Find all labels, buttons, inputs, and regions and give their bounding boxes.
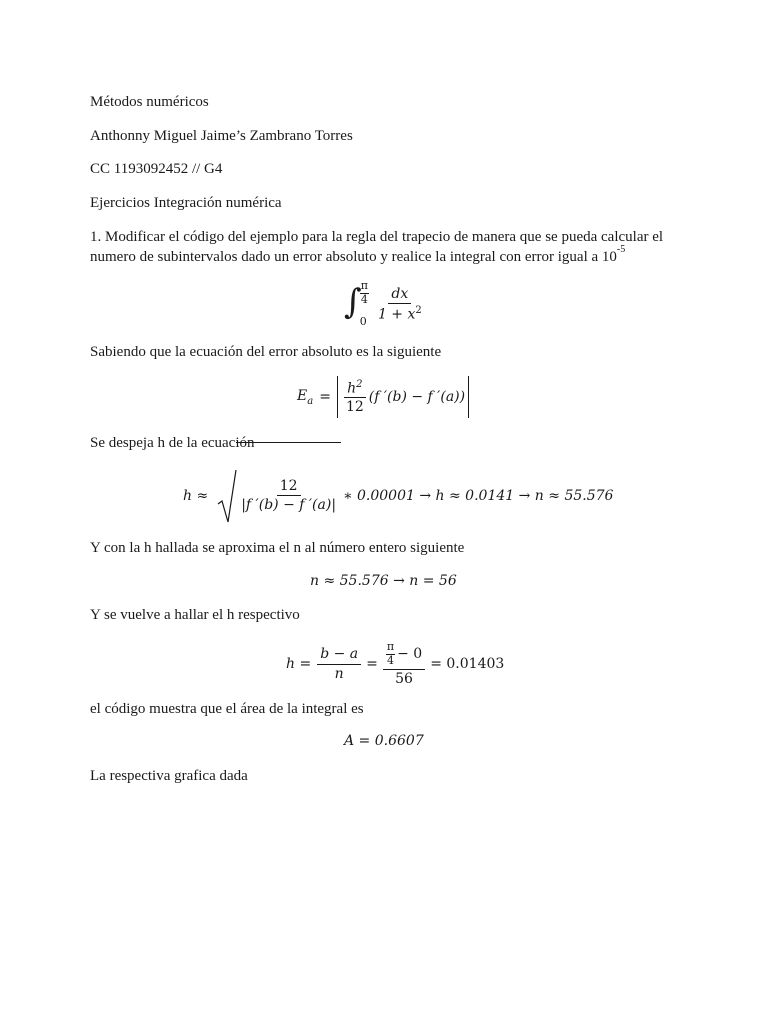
integrand-numerator: dx: [388, 286, 411, 304]
sqrt-sign: [216, 468, 238, 524]
h2-fraction-1: [317, 646, 361, 681]
h2-equals: =: [366, 656, 378, 672]
h-frac-num: 12: [277, 478, 301, 496]
error-fraction: [343, 379, 367, 416]
area-equation: A = 0.6607: [344, 733, 424, 749]
n-equation: n ≈ 55.576 → n = 56: [310, 573, 457, 589]
abs-bar-right: [468, 376, 469, 418]
lower-limit: 0: [359, 315, 367, 328]
h2-frac2-num: [383, 641, 425, 669]
four-symbol: 4: [387, 653, 394, 667]
student-name: Anthonny Miguel Jaime’s Zambrano Torres: [90, 128, 353, 144]
paragraph-approx-n: Y con la h hallada se aproxima el n al número entero siguiente: [90, 540, 465, 556]
pi-over-4: [386, 641, 395, 667]
sqrt-content: [236, 442, 341, 513]
integrand-den-text: 1 + x: [377, 306, 416, 323]
integrand-denominator: [375, 304, 425, 323]
integrand: [375, 286, 425, 323]
h2-rhs: = 0.01403: [430, 656, 505, 672]
paragraph-error-intro: Sabiendo que la ecuación del error absoluto es la siguiente: [90, 344, 442, 360]
h-lhs: h ≈: [183, 488, 209, 504]
exercise-line-2-text: numero de subintervalos dado un error absoluto y realice la integral con error igual a 10: [90, 249, 617, 265]
error-h-exp: 2: [356, 378, 363, 390]
error-frac-den: 12: [345, 399, 364, 416]
paragraph-graph: La respectiva grafica dada: [90, 768, 248, 784]
h-fraction: [238, 478, 339, 513]
abs-bar-left: [337, 376, 338, 418]
error-body: (f ′(b) − f ′(a)): [368, 389, 466, 405]
paragraph-solve-h: Se despeja h de la ecuación: [90, 435, 255, 451]
upper-limit-den: 4: [360, 292, 368, 306]
error-lhs: $E_a$: [297, 387, 314, 407]
paragraph-area: el código muestra que el área de la integral es: [90, 701, 364, 717]
course-title: Métodos numéricos: [90, 94, 209, 110]
id-group: CC 1193092452 // G4: [90, 161, 223, 177]
error-lhs-sub: a: [307, 395, 314, 407]
error-equals: =: [319, 389, 331, 405]
topic-title: Ejercicios Integración numérica: [90, 195, 282, 211]
paragraph-recompute-h: Y se vuelve a hallar el h respectivo: [90, 607, 300, 623]
error-frac-num: $h^2$: [344, 379, 365, 399]
h2-frac2-den: 56: [395, 670, 413, 687]
pi-symbol: π: [386, 640, 395, 654]
error-equation: [297, 375, 469, 419]
h-rest: ∗ 0.00001 → h ≈ 0.0141 → n ≈ 55.576: [343, 488, 614, 504]
h-frac-den: |f ′(b) − f ′(a)|: [241, 497, 337, 513]
minus-zero: − 0: [397, 646, 423, 663]
h2-frac1-num: b − a: [317, 646, 361, 664]
h-equation: [183, 468, 613, 524]
upper-limit-num: π: [360, 279, 368, 292]
h2-frac1-den: n: [334, 665, 344, 682]
exercise-line-1: 1. Modificar el código del ejemplo para la regla del trapecio de manera que se pueda calcular el: [90, 229, 664, 245]
exercise-line-2: [90, 244, 626, 266]
h2-lhs: h =: [286, 656, 312, 672]
integral-sign: ∫: [344, 282, 362, 322]
h2-fraction-2: [383, 641, 425, 686]
h2-equation: [286, 638, 504, 690]
integrand-den-exp: 2: [415, 304, 422, 316]
integral-equation: [344, 280, 427, 328]
exercise-exponent: -5: [616, 244, 626, 255]
